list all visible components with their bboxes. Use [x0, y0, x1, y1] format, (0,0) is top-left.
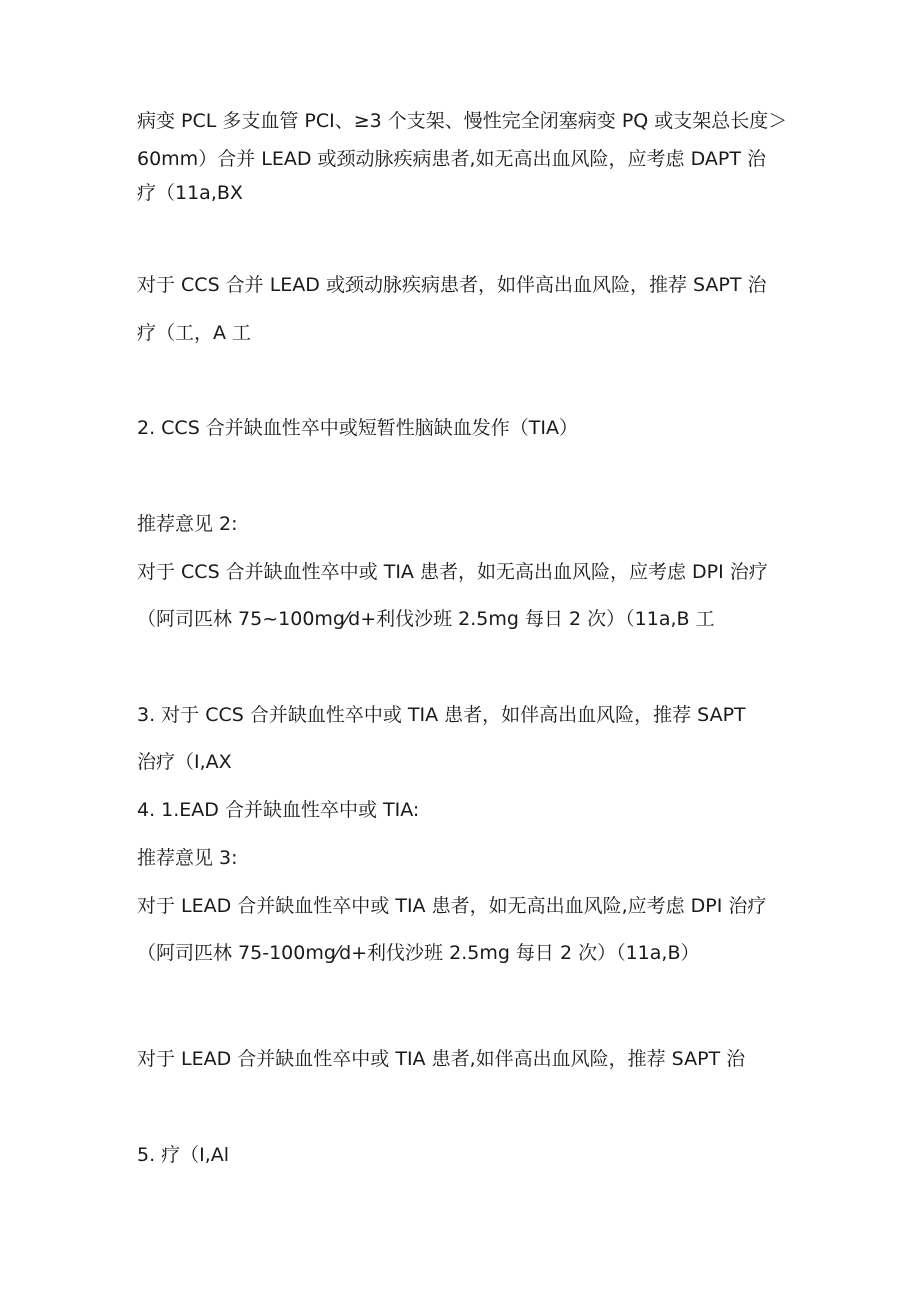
recommendation-2-line-2: （阿司匹林 75~100mg⁄d+利伐沙班 2.5mg 每日 2 次）（11a,B 工 [137, 608, 715, 630]
paragraph-1-line-2: 60mm）合并 LEAD 或颈动脉疾病患者,如无高出血风险，应考虑 DAPT 治 [137, 148, 766, 170]
item-3-line-2: 治疗（I,AX [137, 751, 232, 773]
recommendation-3-label: 推荐意见 3: [137, 847, 238, 869]
paragraph-1-line-3: 疗（11a,BX [137, 182, 243, 204]
recommendation-2-line-1: 对于 CCS 合并缺血性卒中或 TIA 患者，如无高出血风险，应考虑 DPI 治疗 [137, 561, 768, 583]
item-3-line-1: 3. 对于 CCS 合并缺血性卒中或 TIA 患者，如伴高出血风险，推荐 SAPT [137, 704, 746, 726]
paragraph-2-line-1: 对于 CCS 合并 LEAD 或颈动脉疾病患者，如伴高出血风险，推荐 SAPT 治 [137, 274, 767, 296]
section-2-heading: 2. CCS 合并缺血性卒中或短暂性脑缺血发作（TIA） [137, 417, 579, 439]
recommendation-3-line-2: （阿司匹林 75-100mg⁄d+利伐沙班 2.5mg 每日 2 次）（11a,B） [137, 942, 700, 964]
paragraph-1-line-1: 病变 PCL 多支血管 PCI、≥3 个支架、慢性完全闭塞病变 PQ 或支架总长度＞ [137, 110, 788, 132]
paragraph-last: 对于 LEAD 合并缺血性卒中或 TIA 患者,如伴高出血风险，推荐 SAPT 治 [137, 1048, 746, 1070]
recommendation-2-label: 推荐意见 2: [137, 513, 238, 535]
paragraph-2-line-2: 疗（工，A 工 [137, 322, 252, 344]
item-4-heading: 4. 1.EAD 合并缺血性卒中或 TIA: [137, 799, 420, 821]
recommendation-3-line-1: 对于 LEAD 合并缺血性卒中或 TIA 患者，如无高出血风险,应考虑 DPI 治疗 [137, 895, 767, 917]
item-5: 5. 疗（I,Al [137, 1144, 230, 1166]
